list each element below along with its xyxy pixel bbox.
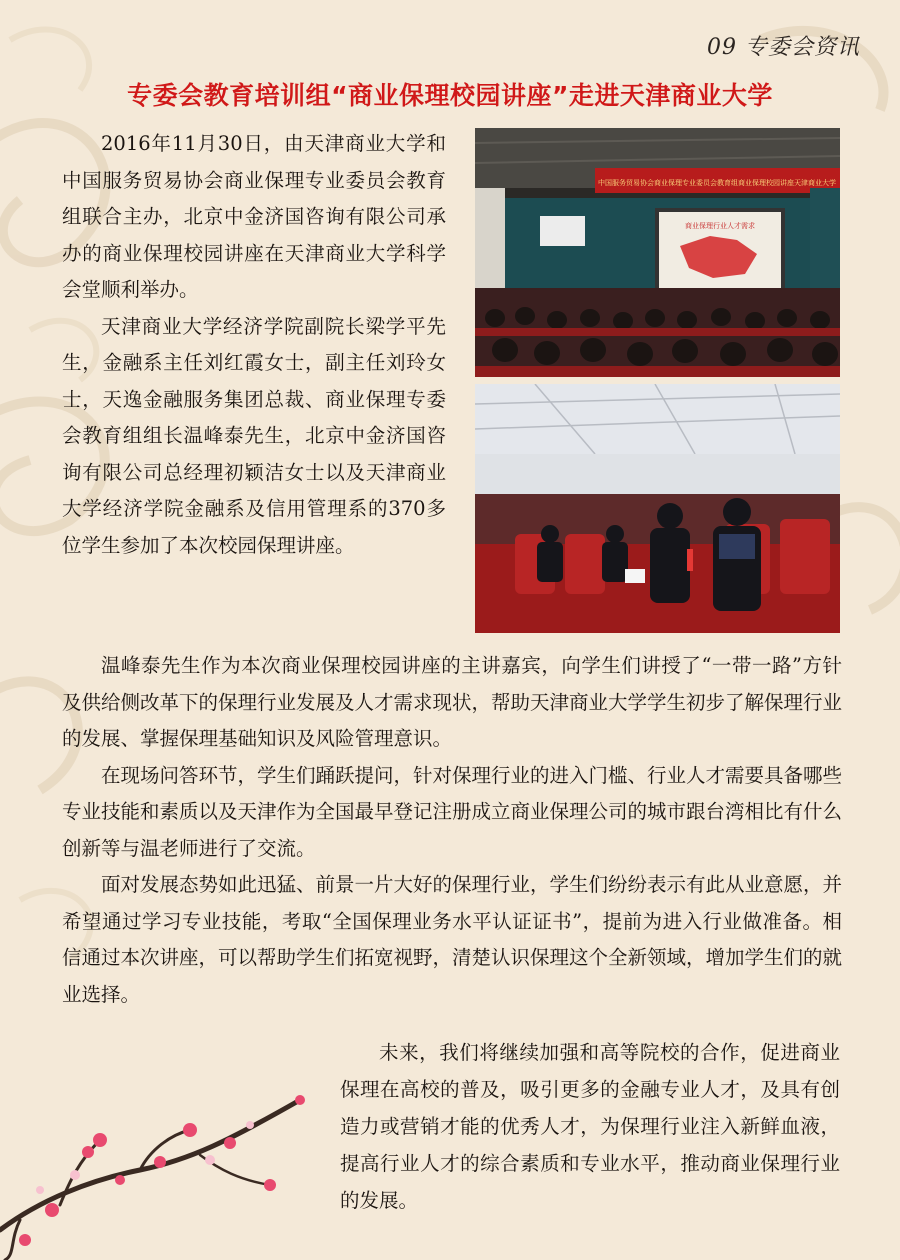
screen-slide-text: 商业保理行业人才需求 — [685, 222, 755, 230]
plum-blossom-decoration — [0, 1080, 330, 1260]
paragraph: 在现场问答环节，学生们踊跃提问，针对保理行业的进入门槛、行业人才需要具备哪些专业技能和素质以及天津作为全国最早登记注册成立商业保理公司的城市跟台湾相比有什么创新等与温老师进行了交流。 — [62, 763, 843, 860]
paragraph: 温峰泰先生作为本次商业保理校园讲座的主讲嘉宾，向学生们讲授了“一带一路”方针及供给侧改革下的保理行业发展及人才需求现状，帮助天津商业大学学生初步了解保理行业的发展、掌握保理基础知识及风险管理意识。 — [62, 654, 843, 750]
page-label: 09 专委会资讯 — [707, 35, 860, 60]
closing-paragraph: 未来，我们将继续加强和高等院校的合作，促进商业保理在高校的普及，吸引更多的金融专业人才，及具有创造力或营销才能的优秀人才，为保理行业注入新鲜血液，提高行业人才的综合素质和专业水平，推动商业保理行业的发展。 — [340, 1041, 840, 1212]
article-title: 专委会教育培训组“商业保理校园讲座”走进天津商业大学 — [127, 81, 773, 110]
banner-text: 中国服务贸易协会商业保理专业委员会教育组商业保理校园讲座天津商业大学 — [598, 179, 836, 187]
intro-column — [62, 126, 446, 564]
guests-photo — [475, 384, 840, 633]
paragraph: 2016年11月30日，由天津商业大学和中国服务贸易协会商业保理专业委员会教育组联合主办，北京中金济国咨询有限公司承办的商业保理校园讲座在天津商业大学科学会堂顺利举办。 — [62, 132, 446, 301]
paragraph: 面对发展态势如此迅猛、前景一片大好的保理行业，学生们纷纷表示有此从业意愿，并希望通过学习专业技能，考取“全国保理业务水平认证证书”，提前为进入行业做准备。相信通过本次讲座，可以帮助学生们拓宽视野，清楚认识保理这个全新领域，增加学生们的就业选择。 — [62, 873, 843, 1006]
auditorium-photo — [475, 128, 840, 377]
guests-photo-image — [475, 384, 840, 633]
paragraph: 天津商业大学经济学院副院长梁学平先生，金融系主任刘红霞女士，副主任刘玲女士，天逸金融服务集团总裁、商业保理专委会教育组组长温峰泰先生，北京中金济国咨询有限公司总经理初颖洁女士以及天津商业大学经济学院金融系及信用管理系的370多位学生参加了本次校园保理讲座。 — [62, 314, 446, 557]
auditorium-photo-image — [475, 128, 840, 377]
closing-block — [340, 1034, 840, 1219]
main-body — [62, 648, 842, 1013]
